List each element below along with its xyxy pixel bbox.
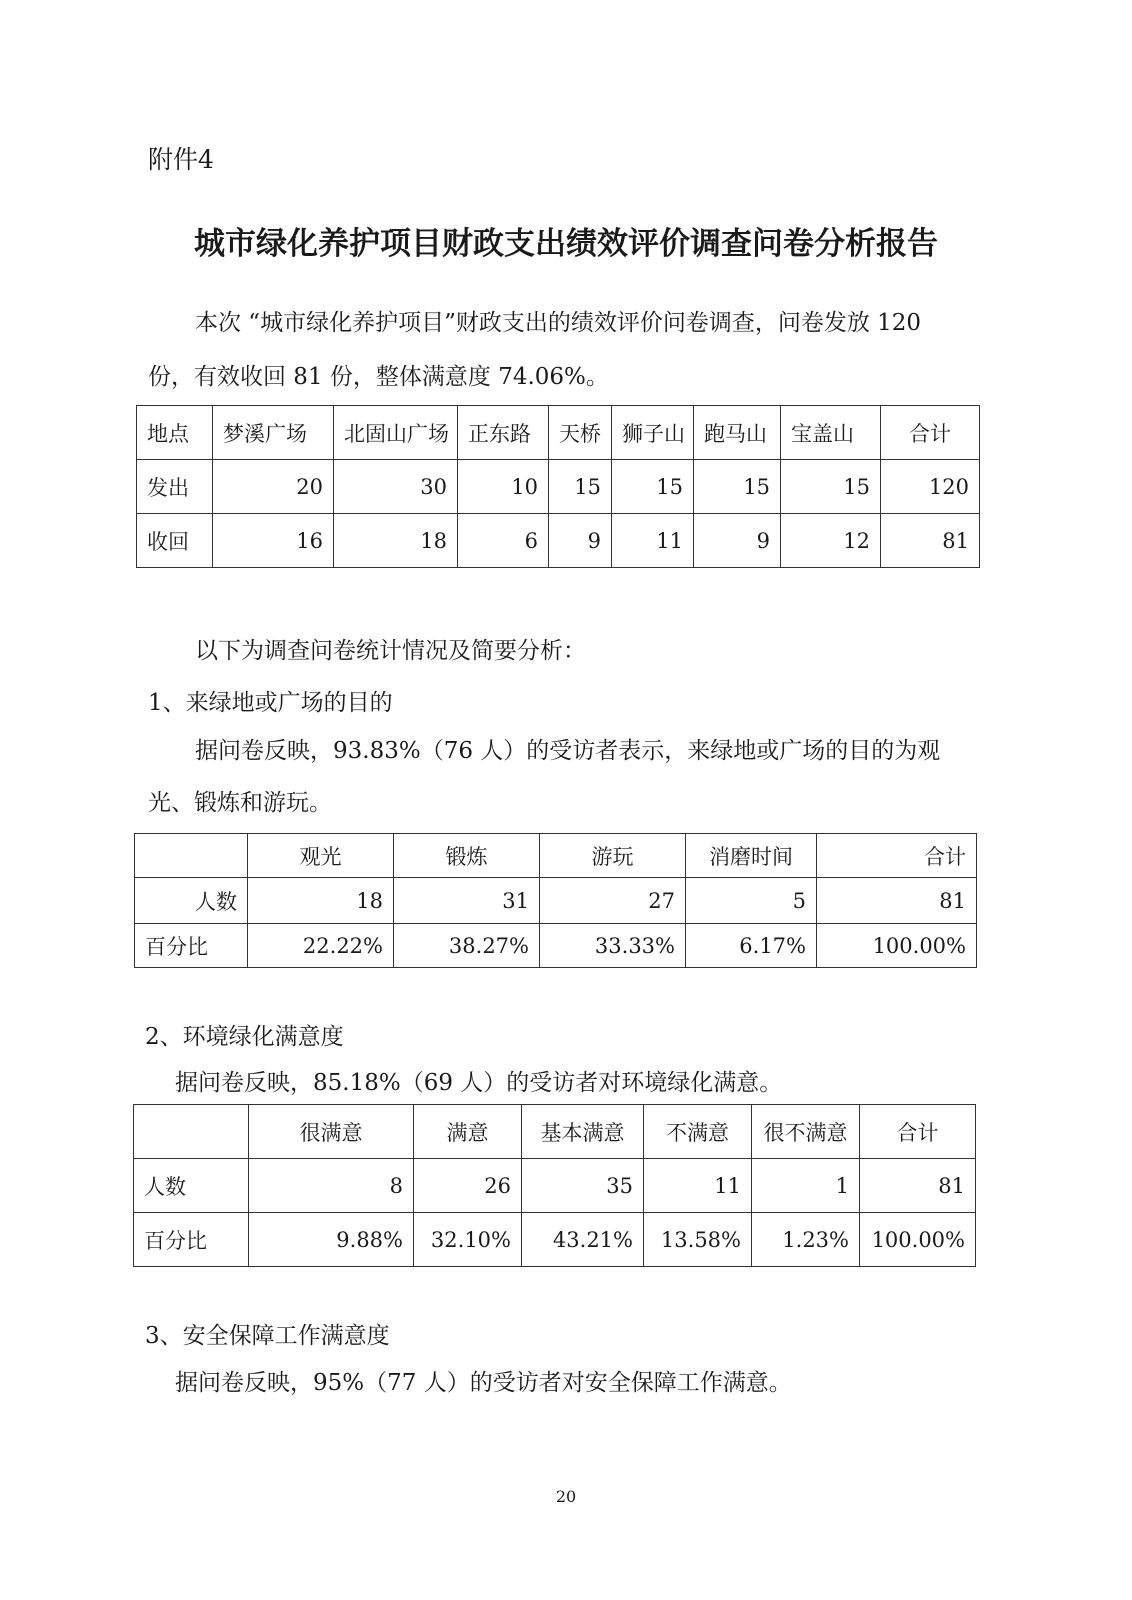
table-cell: 11	[612, 514, 694, 568]
header-cell: 北固山广场	[334, 406, 458, 460]
table-cell: 9	[694, 514, 781, 568]
page-number: 20	[555, 1487, 577, 1506]
table-cell: 5	[686, 878, 817, 924]
table-cell: 15	[694, 460, 781, 514]
table-cell: 100.00%	[860, 1213, 976, 1267]
table-cell: 81	[860, 1159, 976, 1213]
table-cell: 22.22%	[248, 924, 394, 968]
satisfaction-table	[133, 1104, 976, 1267]
row-label: 人数	[135, 878, 248, 924]
table-cell: 30	[334, 460, 458, 514]
row-label: 百分比	[134, 1213, 249, 1267]
header-cell: 合计	[860, 1105, 976, 1159]
row-label: 百分比	[135, 924, 248, 968]
table-row	[137, 514, 980, 568]
table-cell: 26	[414, 1159, 522, 1213]
table-cell: 9	[549, 514, 612, 568]
table-cell: 1	[752, 1159, 860, 1213]
table-cell: 6.17%	[686, 924, 817, 968]
header-cell	[134, 1105, 249, 1159]
table-row	[135, 878, 977, 924]
table-cell: 31	[394, 878, 540, 924]
intro-paragraph-line1: 本次 “城市绿化养护项目”财政支出的绩效评价问卷调查，问卷发放 120	[195, 310, 922, 336]
section1-heading: 1、来绿地或广场的目的	[148, 690, 393, 716]
section3-text-line1: 据问卷反映，95%（77 人）的受访者对安全保障工作满意。	[175, 1370, 792, 1396]
header-cell: 合计	[817, 834, 977, 878]
table-cell: 120	[881, 460, 980, 514]
header-cell: 锻炼	[394, 834, 540, 878]
table-cell: 100.00%	[817, 924, 977, 968]
section3-heading: 3、安全保障工作满意度	[145, 1323, 390, 1349]
document-title: 城市绿化养护项目财政支出绩效评价调查问卷分析报告	[194, 226, 938, 262]
header-cell: 合计	[881, 406, 980, 460]
table-cell: 11	[644, 1159, 752, 1213]
table-cell: 43.21%	[522, 1213, 644, 1267]
header-cell: 正东路	[458, 406, 549, 460]
table-header-row	[135, 834, 977, 878]
table-cell: 1.23%	[752, 1213, 860, 1267]
header-cell: 游玩	[540, 834, 686, 878]
header-cell: 不满意	[644, 1105, 752, 1159]
header-cell: 很不满意	[752, 1105, 860, 1159]
table-cell: 81	[881, 514, 980, 568]
row-label: 人数	[134, 1159, 249, 1213]
table-cell: 81	[817, 878, 977, 924]
table-row	[134, 1213, 976, 1267]
row-label: 发出	[137, 460, 213, 514]
table-cell: 38.27%	[394, 924, 540, 968]
table-cell: 18	[248, 878, 394, 924]
header-cell: 很满意	[249, 1105, 414, 1159]
table-cell: 15	[781, 460, 881, 514]
row-label: 收回	[137, 514, 213, 568]
table-header-row	[134, 1105, 976, 1159]
table-cell: 33.33%	[540, 924, 686, 968]
table-cell: 8	[249, 1159, 414, 1213]
analysis-intro: 以下为调查问卷统计情况及简要分析：	[195, 638, 586, 664]
table-cell: 9.88%	[249, 1213, 414, 1267]
table-cell: 18	[334, 514, 458, 568]
header-cell: 跑马山	[694, 406, 781, 460]
header-cell: 满意	[414, 1105, 522, 1159]
table-row	[135, 924, 977, 968]
table-cell: 10	[458, 460, 549, 514]
header-cell	[135, 834, 248, 878]
section2-heading: 2、环境绿化满意度	[145, 1024, 344, 1050]
purpose-table	[134, 833, 977, 968]
table-cell: 6	[458, 514, 549, 568]
table-cell: 32.10%	[414, 1213, 522, 1267]
header-cell: 基本满意	[522, 1105, 644, 1159]
table-row	[137, 460, 980, 514]
table-cell: 20	[213, 460, 334, 514]
table-cell: 16	[213, 514, 334, 568]
header-cell: 消磨时间	[686, 834, 817, 878]
distribution-table	[136, 405, 980, 568]
intro-paragraph-line2: 份，有效收回 81 份，整体满意度 74.06%。	[148, 364, 609, 390]
section1-text-line1: 据问卷反映，93.83%（76 人）的受访者表示，来绿地或广场的目的为观	[195, 738, 941, 764]
header-cell: 宝盖山	[781, 406, 881, 460]
table-row	[134, 1159, 976, 1213]
header-cell: 地点	[137, 406, 213, 460]
header-cell: 天桥	[549, 406, 612, 460]
table-cell: 27	[540, 878, 686, 924]
table-cell: 13.58%	[644, 1213, 752, 1267]
annex-label: 附件4	[148, 145, 214, 174]
table-cell: 15	[612, 460, 694, 514]
section2-text-line1: 据问卷反映，85.18%（69 人）的受访者对环境绿化满意。	[175, 1070, 783, 1096]
table-header-row	[137, 406, 980, 460]
table-cell: 12	[781, 514, 881, 568]
table-cell: 35	[522, 1159, 644, 1213]
table-cell: 15	[549, 460, 612, 514]
section1-text-line2: 光、锻炼和游玩。	[148, 790, 332, 816]
header-cell: 梦溪广场	[213, 406, 334, 460]
header-cell: 观光	[248, 834, 394, 878]
header-cell: 狮子山	[612, 406, 694, 460]
